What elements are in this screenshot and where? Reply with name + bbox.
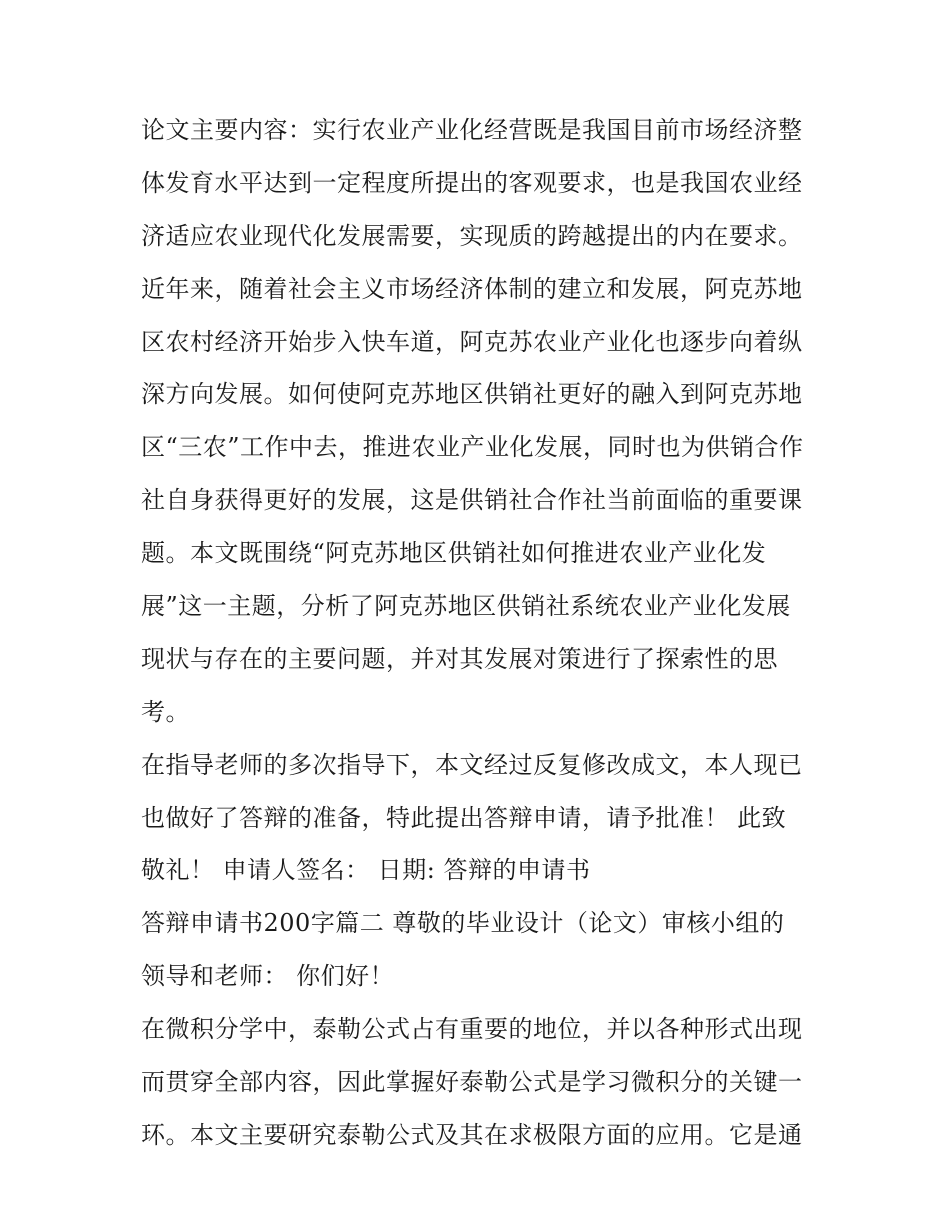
text-line: 济适应农业现代化发展需要，实现质的跨越提出的内在要求。 — [141, 221, 803, 250]
text-line: 答辩申请书200字篇二 尊敬的毕业设计（论文）审核小组的 — [141, 909, 785, 938]
text-line: 展”这一主题，分析了阿克苏地区供销社系统农业产业化发展 — [141, 592, 791, 621]
text-line: 在微积分学中，泰勒公式占有重要的地位，并以各种形式出现 — [141, 1015, 803, 1044]
text-line: 区“三农”工作中去，推进农业产业化发展，同时也为供销合作 — [141, 433, 804, 462]
body-text — [141, 104, 821, 1162]
text-line: 敬礼！ 申请人签名： 日期: 答辩的申请书 — [141, 856, 591, 885]
text-line: 领导和老师： 你们好！ — [141, 962, 395, 991]
text-line: 深方向发展。如何使阿克苏地区供销社更好的融入到阿克苏地 — [141, 380, 803, 409]
text-line: 而贯穿全部内容，因此掌握好泰勒公式是学习微积分的关键一 — [141, 1068, 803, 1097]
text-line: 也做好了答辩的准备，特此提出答辩申请，请予批准！ 此致 — [141, 803, 787, 832]
text-line: 体发育水平达到一定程度所提出的客观要求，也是我国农业经 — [141, 168, 803, 197]
text-line: 近年来，随着社会主义市场经济体制的建立和发展，阿克苏地 — [141, 274, 803, 303]
text-line: 在指导老师的多次指导下，本文经过反复修改成文，本人现已 — [141, 750, 803, 779]
text-line: 区农村经济开始步入快车道，阿克苏农业产业化也逐步向着纵 — [141, 327, 803, 356]
text-line: 环。本文主要研究泰勒公式及其在求极限方面的应用。它是通 — [141, 1120, 803, 1149]
text-line: 考。 — [141, 697, 190, 726]
text-line: 社自身获得更好的发展，这是供销社合作社当前面临的重要课 — [141, 486, 803, 515]
text-line: 论文主要内容：实行农业产业化经营既是我国目前市场经济整 — [141, 116, 803, 144]
text-line: 题。本文既围绕“阿克苏地区供销社如何推进农业产业化发 — [141, 539, 767, 568]
text-line: 现状与存在的主要问题，并对其发展对策进行了探索性的思 — [141, 644, 778, 673]
